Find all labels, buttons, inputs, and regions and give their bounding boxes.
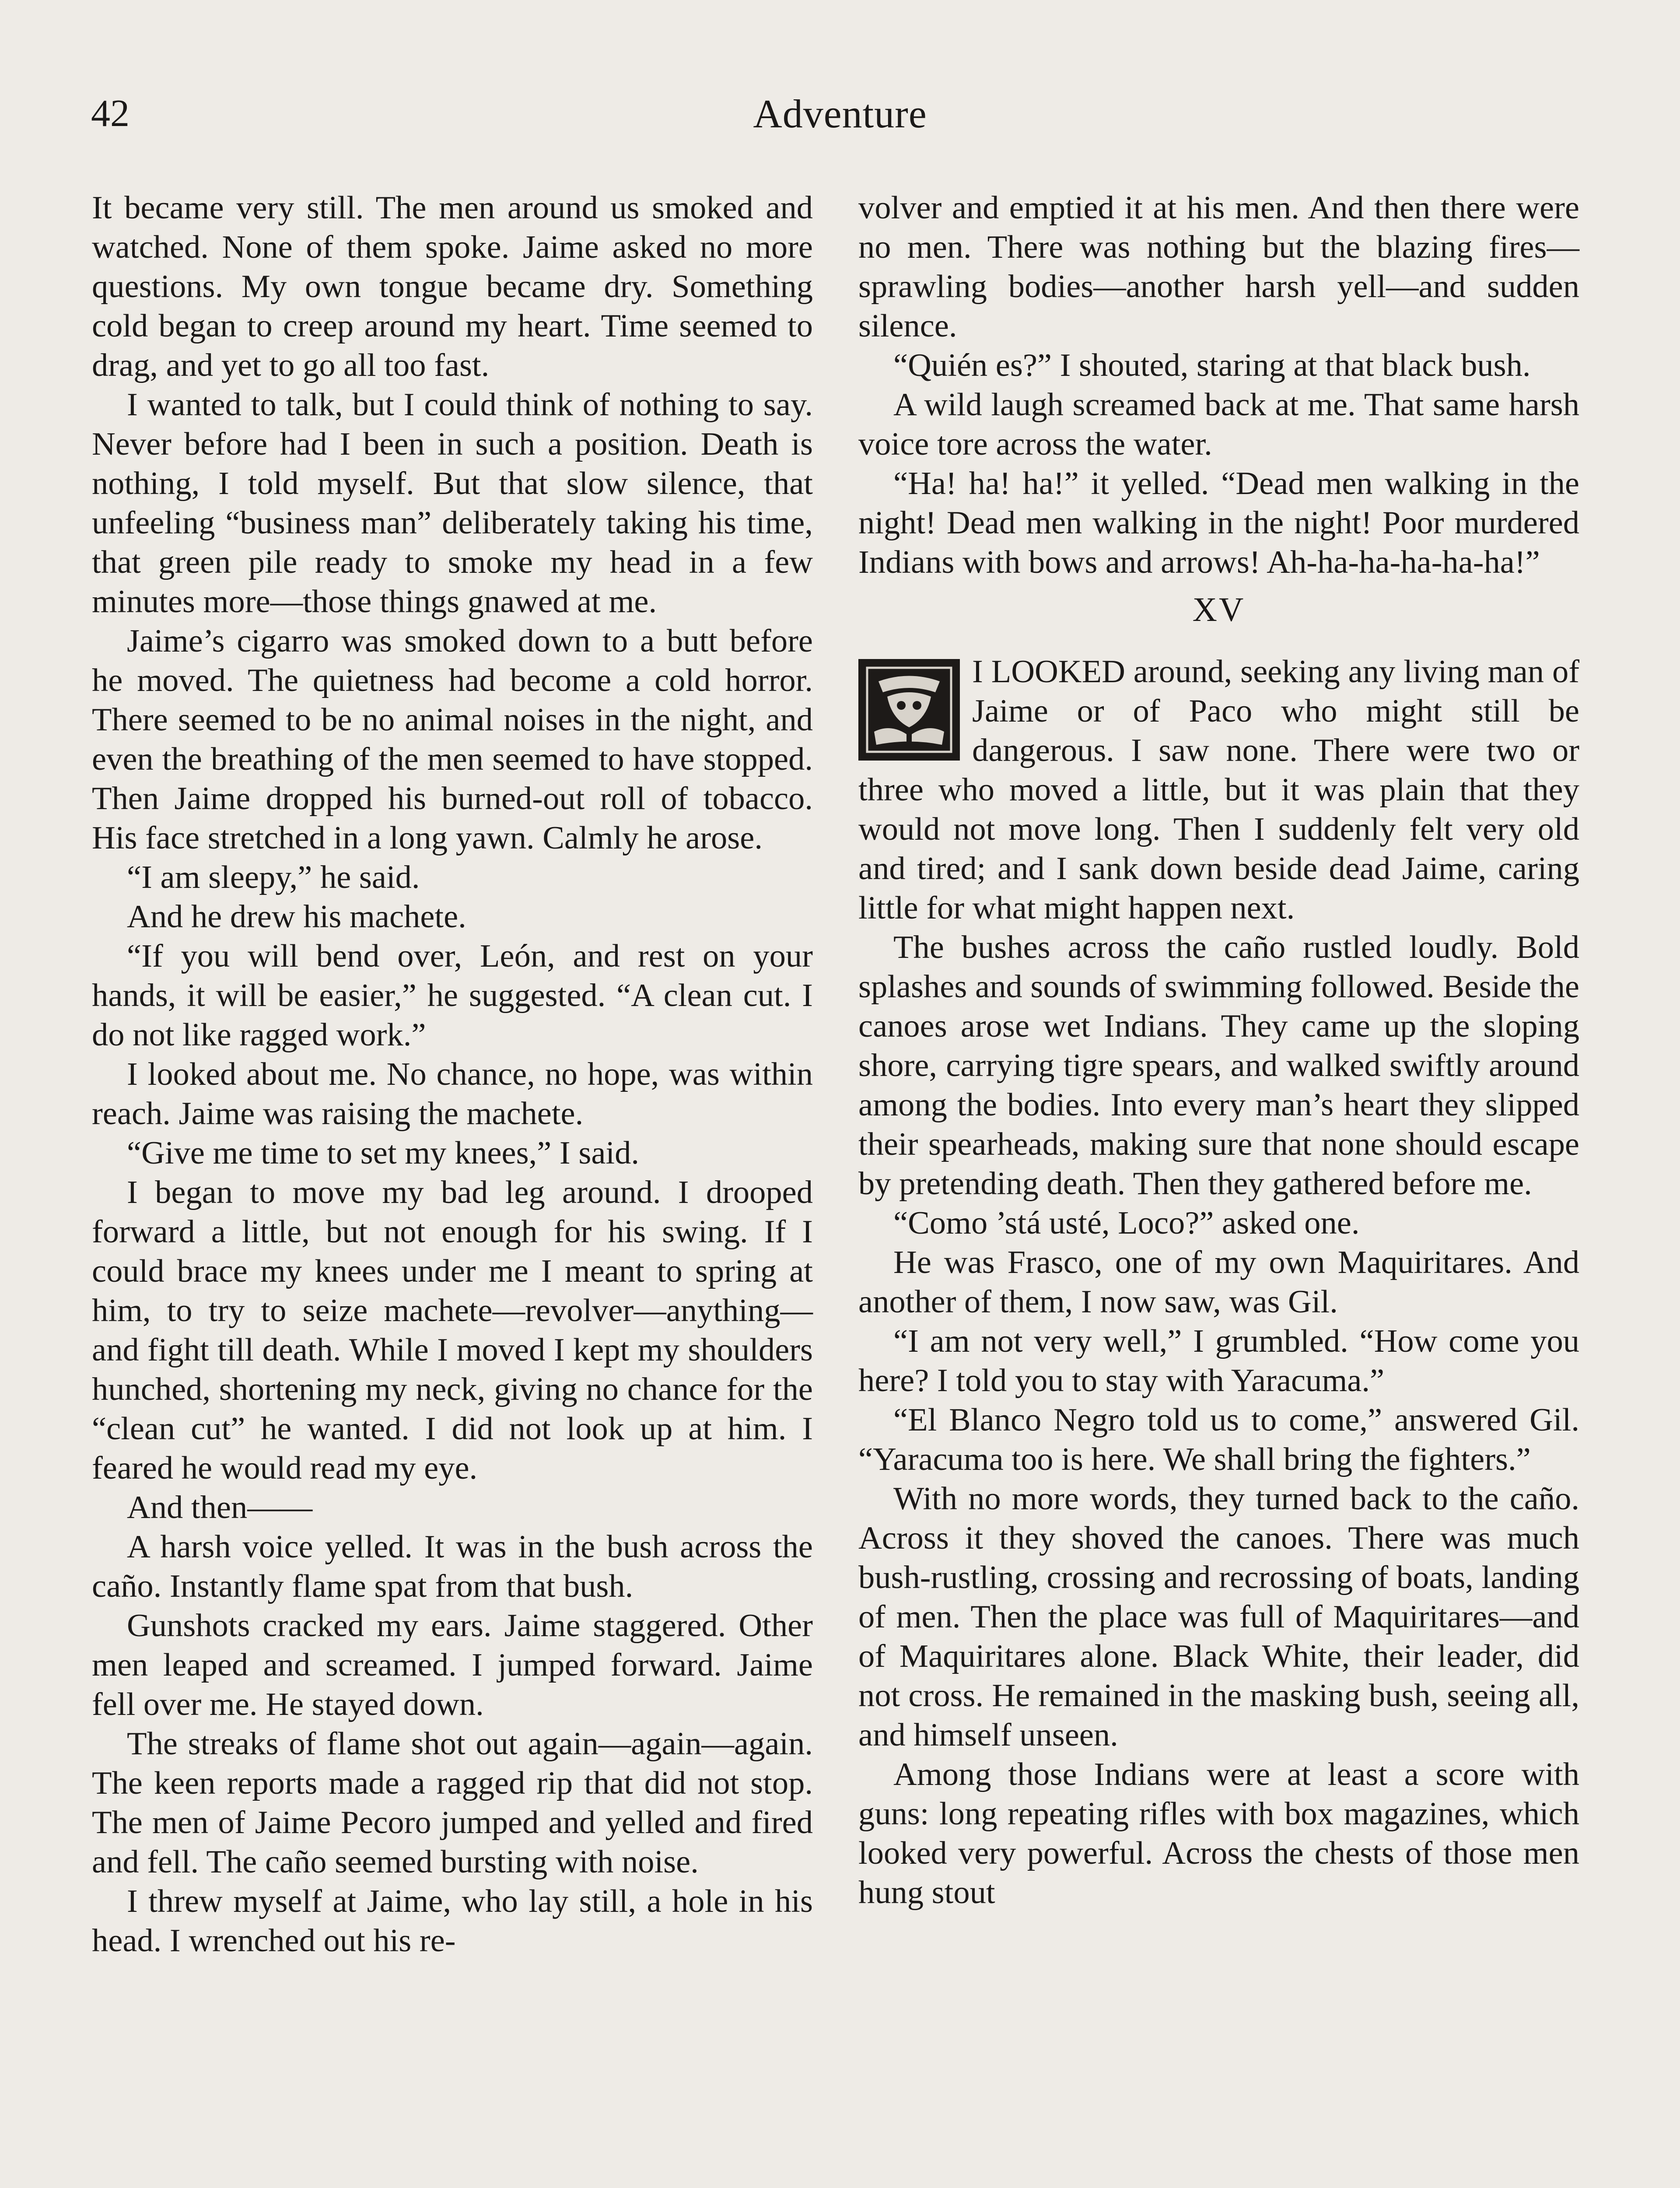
paragraph: A wild laugh screamed back at me. That same harsh voice tore across the water. <box>858 387 1579 462</box>
paragraph: “Ha! ha! ha!” it yelled. “Dead men walking in the night! Dead men walking in the night! Poor murdered Indians with bows and arrows! Ah-ha-ha-ha-ha-ha!” <box>858 466 1579 580</box>
magazine-title: Adventure <box>753 91 927 136</box>
paragraph: “If you will bend over, León, and rest on your hands, it will be easier,” he suggested. “A clean cut. I do not like ragged work.” <box>92 938 813 1053</box>
paragraph: Gunshots cracked my ears. Jaime staggered. Other men leaped and screamed. I jumped forward. Jaime fell over me. He stayed down. <box>92 1608 813 1722</box>
paragraph: The streaks of flame shot out again—again—again. The keen reports made a ragged rip that did not stop. The men of Jaime Pecoro jumped and yelled and fired and fell. The caño seemed bursting with noise. <box>92 1726 813 1880</box>
paragraph: “I am sleepy,” he said. <box>127 859 420 895</box>
paragraph: I looked about me. No chance, no hope, was within reach. Jaime was raising the machete. <box>92 1056 813 1132</box>
paragraph: “Give me time to set my knees,” I said. <box>127 1135 639 1171</box>
page-number: 42 <box>91 92 130 135</box>
left-column <box>92 188 813 1960</box>
paragraph: “I am not very well,” I grumbled. “How come you here? I told you to stay with Yaracuma.” <box>858 1323 1579 1399</box>
paragraph: With no more words, they turned back to the caño. Across it they shoved the canoes. There was much bush-rustling, crossing and recrossing of boats, landing of men. Then the place was full of Maquiritares—and of Maquiritares alone. Black White, their leader, did not cross. He remained in the masking bush, seeing all, and himself unseen. <box>858 1481 1579 1753</box>
paragraph: I threw myself at Jaime, who lay still, a hole in his head. I wrenched out his re- <box>92 1883 813 1959</box>
paragraph: “Quién es?” I shouted, staring at that black bush. <box>893 347 1531 383</box>
paragraph: I wanted to talk, but I could think of nothing to say. Never before had I been in such a position. Death is nothing, I told myself. But that slow silence, that unfeeling “business man” deliberately taking his time, that green pile ready to smoke my head in a few minutes more—those things gnawed at me. <box>92 387 813 620</box>
page-header <box>91 88 1589 140</box>
paragraph: A harsh voice yelled. It was in the bush across the caño. Instantly flame spat from that bush. <box>92 1529 813 1604</box>
paragraph: The bushes across the caño rustled loudly. Bold splashes and sounds of swimming followed. Beside the canoes arose wet Indians. They came up the sloping shore, carrying tigre spears, and walked swiftly around among the bodies. Into every man’s heart they slipped their spearheads, making sure that none should escape by pretending death. Then they gathered before me. <box>858 929 1579 1202</box>
right-column <box>858 188 1579 1912</box>
paragraph: “Como ’stá usté, Loco?” asked one. <box>893 1205 1360 1241</box>
paragraph: It became very still. The men around us smoked and watched. None of them spoke. Jaime asked no more questions. My own tongue became dry. Something cold began to creep around my heart. Time seemed to drag, and yet to go all too fast. <box>92 190 813 383</box>
paragraph: And then—— <box>127 1490 313 1525</box>
paragraph: “El Blanco Negro told us to come,” answered Gil. “Yaracuma too is here. We shall bring the fighters.” <box>858 1402 1579 1477</box>
paragraph: volver and emptied it at his men. And then there were no men. There was nothing but the blazing fires—sprawling bodies—another harsh yell—and sudden silence. <box>858 190 1579 344</box>
paragraph: And he drew his machete. <box>127 899 466 935</box>
drop-cap-ornament-icon <box>858 659 960 761</box>
section-number: XV <box>1192 590 1246 628</box>
paragraph: I began to move my bad leg around. I drooped forward a little, but not enough for his swing. If I could brace my knees under me I meant to spring at him, to try to seize machete—revolver—anything—and fight till death. While I moved I kept my shoulders hunched, shortening my neck, giving no chance for the “clean cut” he wanted. I did not look up at him. I feared he would read my eye. <box>92 1175 813 1486</box>
paragraph: Jaime’s cigarro was smoked down to a butt before he moved. The quietness had become a cold horror. There seemed to be no animal noises in the night, and even the breathing of the men seemed to have stopped. Then Jaime dropped his burned-out roll of tobacco. His face stretched in a long yawn. Calmly he arose. <box>92 623 813 856</box>
paragraph: Among those Indians were at least a score with guns: long repeating rifles with box magazines, which looked very powerful. Across the chests of those men hung stout <box>858 1757 1579 1911</box>
dropcap-paragraph: I LOOKED around, seeking any living man of Jaime or of Paco who might still be dangerous. I saw none. There were two or three who moved a little, but it was plain that they would not move long. Then I suddenly felt very old and tired; and I sank down beside dead Jaime, caring little for what might happen next. <box>858 654 1579 926</box>
paragraph: He was Frasco, one of my own Maquiritares. And another of them, I now saw, was Gil. <box>858 1245 1579 1320</box>
